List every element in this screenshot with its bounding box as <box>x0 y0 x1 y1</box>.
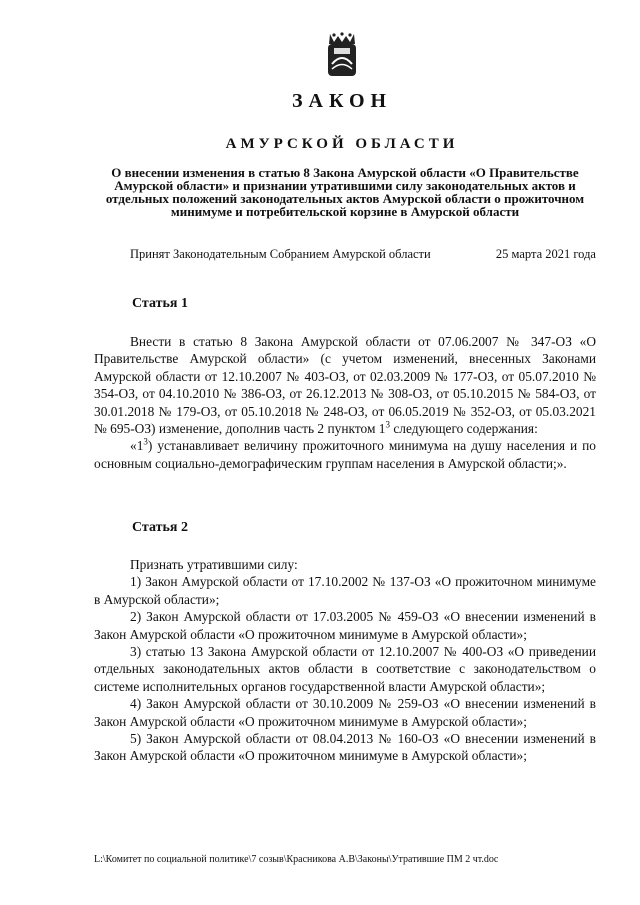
document-region: АМУРСКОЙ ОБЛАСТИ <box>225 136 459 152</box>
article-1-text-after: следующего содержания: <box>389 421 538 437</box>
article-1-text-before: Внести в статью 8 Закона Амурской области от 07.06.2007 № 347-ОЗ «О Правительстве Амурской области» (с учетом изменений, внесенных Законами Амурской области от 12.10.2007 № 403-ОЗ, от 02.03.2009 № 177-ОЗ, от 05.07.2010 № 354-ОЗ, от 04.10.2010 № 386-ОЗ, от 26.12.2013 № 308-ОЗ, от 05.10.2015 № 584-ОЗ, от 30.01.2018 № 179-ОЗ, от 05.10.2018 № 248-ОЗ, от 06.05.2019 № 352-ОЗ, от 05.03.2021 № 695-ОЗ) изменение, дополнив часть 2 пунктом 1 <box>94 334 596 437</box>
adopted-date: 25 марта 2021 года <box>495 247 596 261</box>
article-2-item: 5) Закон Амурской области от 08.04.2013 № 160-ОЗ «О внесении изменений в Закон Амурской области «О прожиточном минимуме в Амурской области»; <box>94 731 596 764</box>
article-1-paragraph <box>94 333 596 437</box>
article-1-title: Статья 1 <box>132 296 188 311</box>
article-2-title: Статья 2 <box>132 520 188 535</box>
document-heading: О внесении изменения в статью 8 Закона Амурской области «О Правительстве Амурской области» и признании утратившими силу законодательных актов и отдельных положений законодательных актов Амурской области о прожиточном минимуме и потребительской корзине в Амурской области <box>105 165 585 219</box>
adoption-line <box>130 247 596 261</box>
article-2-item: 2) Закон Амурской области от 17.03.2005 № 459-ОЗ «О внесении изменений в Закон Амурской области «О прожиточном минимуме в Амурской области»; <box>94 609 596 642</box>
article-2-item: 4) Закон Амурской области от 30.10.2009 № 259-ОЗ «О внесении изменений в Закон Амурской области «О прожиточном минимуме в Амурской области»; <box>94 696 596 729</box>
document-title: ЗАКОН <box>291 90 393 112</box>
adopted-by: Принят Законодательным Собранием Амурской области <box>130 247 431 261</box>
article-2-intro: Признать утратившими силу: <box>130 557 298 572</box>
article-1-body <box>94 333 596 472</box>
article-2-item: 3) статью 13 Закона Амурской области от 12.10.2007 № 400-ОЗ «О приведении отдельных законодательных актов области в соответствие с законодательством о системе исполнительных органов государственной власти Амурской области»; <box>94 644 596 694</box>
file-path-footer: L:\Комитет по социальной политике\7 созыв\Красникова А.В\Законы\Утратившие ПМ 2 чт.doc <box>94 854 499 865</box>
article-2-body <box>94 556 596 765</box>
article-1-sup: 3 <box>385 419 390 430</box>
article-1-quote-open: «1 <box>130 438 144 454</box>
article-1-quote-rest: ) устанавливает величину прожиточного минимума на душу населения и по основным социально-демографическим группам населения в Амурской области;». <box>94 438 596 471</box>
article-2-item: 1) Закон Амурской области от 17.10.2002 № 137-ОЗ «О прожиточном минимуме в Амурской области»; <box>94 574 596 607</box>
article-1-quote <box>94 437 596 472</box>
coat-of-arms-icon <box>324 30 360 78</box>
article-1-quote-sup: 3 <box>143 436 148 447</box>
